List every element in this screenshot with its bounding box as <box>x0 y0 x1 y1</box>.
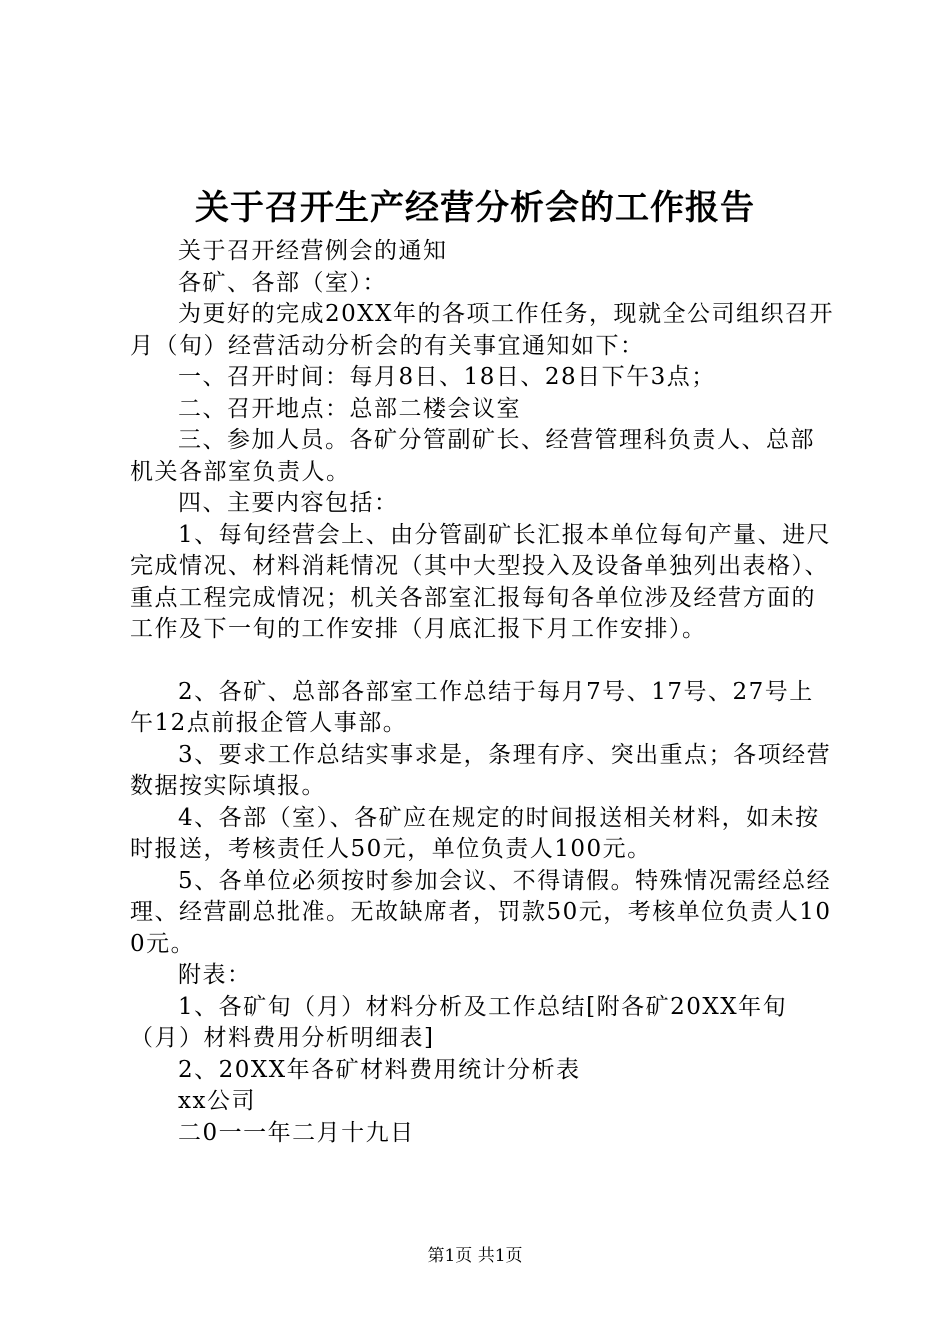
intro-paragraph: 为更好的完成20XX年的各项工作任务，现就全公司组织召开月（旬）经营活动分析会的有关事宜通知如下： <box>130 301 835 359</box>
content-point-1: 1、每旬经营会上、由分管副矿长汇报本单位每旬产量、进尺完成情况、材料消耗情况（其中大型投入及设备单独列出表格）、重点工程完成情况；机关各部室汇报每旬各单位涉及经营方面的工作及下一旬的工作安排（月底汇报下月工作安排）。 <box>130 521 832 642</box>
item-content-heading: 四、主要内容包括： <box>178 490 399 516</box>
signature-date: 二0一一年二月十九日 <box>178 1119 415 1146</box>
page-footer: 第1页 共1页 <box>427 1246 523 1266</box>
item-attendees: 三、参加人员。各矿分管副矿长、经营管理科负责人、总部机关各部室负责人。 <box>130 427 815 485</box>
notice-heading: 关于召开经营例会的通知 <box>178 238 448 264</box>
document-body <box>130 236 838 1149</box>
document-title: 关于召开生产经营分析会的工作报告 <box>195 188 755 228</box>
salutation: 各矿、各部（室）： <box>178 269 387 296</box>
appendix-item-2: 2、20XX年各矿材料费用统计分析表 <box>178 1056 581 1083</box>
appendix-heading: 附表： <box>178 962 252 988</box>
content-point-3: 3、要求工作总结实事求是，条理有序、突出重点；各项经营数据按实际填报。 <box>130 741 832 799</box>
item-time: 一、召开时间：每月8日、18日、28日下午3点； <box>178 364 716 390</box>
content-point-5: 5、各单位必须按时参加会议、不得请假。特殊情况需经总经理、经营副总批准。无故缺席者，罚款50元，考核单位负责人100元。 <box>130 867 832 957</box>
item-location: 二、召开地点：总部二楼会议室 <box>178 395 521 422</box>
appendix-item-1: 1、各矿旬（月）材料分析及工作总结[附各矿20XX年旬（月）材料费用分析明细表] <box>130 993 788 1051</box>
signature-company: xx公司 <box>178 1088 256 1114</box>
content-point-4: 4、各部（室）、各矿应在规定的时间报送相关材料，如未按时报送，考核责任人50元，单位负责人100元。 <box>130 804 820 862</box>
content-point-2: 2、各矿、总部各部室工作总结于每月7号、17号、27号上午12点前报企管人事部。 <box>130 678 814 736</box>
